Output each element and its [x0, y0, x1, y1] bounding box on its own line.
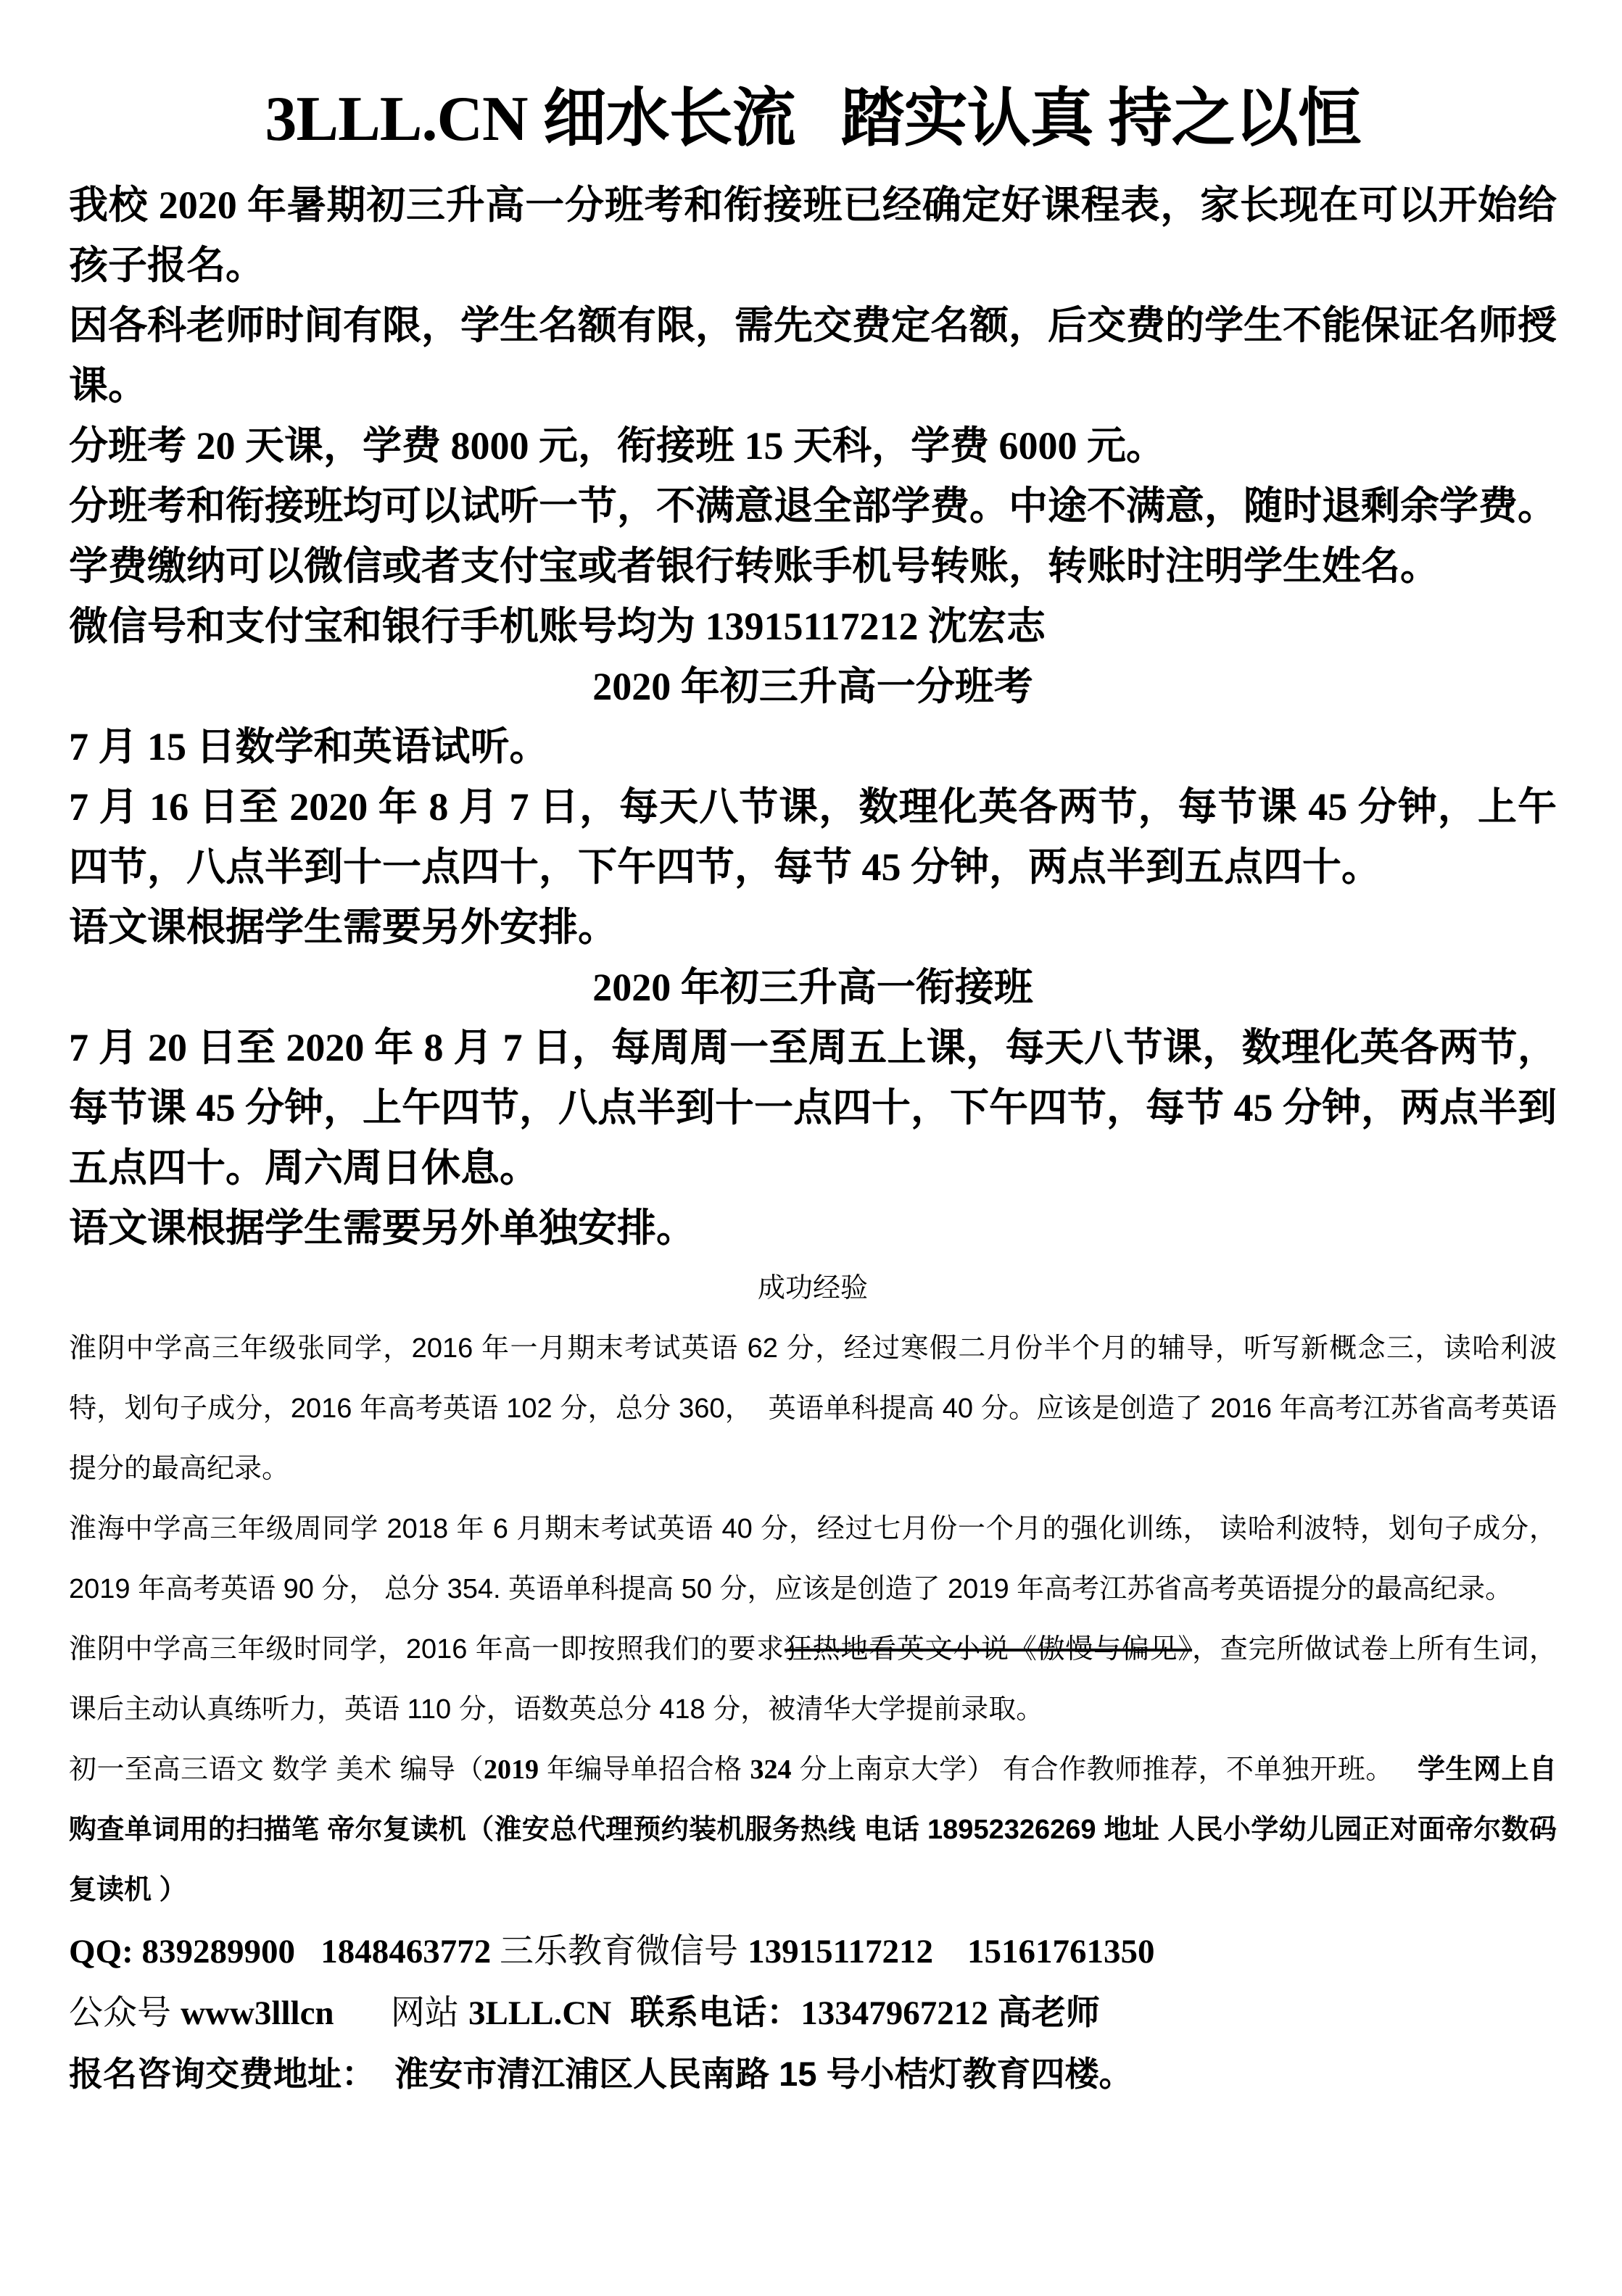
courses-score-number: 324	[750, 1754, 792, 1785]
courses-text: 初一至高三语文 数学 美术 编导（	[69, 1754, 484, 1785]
intro-paragraph-4: 分班考和衔接班均可以试听一节，不满意退全部学费。中途不满意，随时退剩余学费。	[69, 484, 1557, 528]
success-story-4	[69, 1740, 1557, 1920]
bridge-class-section	[69, 958, 1557, 1259]
contact-line-address	[69, 2044, 1557, 2104]
success-story-3-text-after: ，查完所做试卷上所有生词，课后主动认真练听力，英语 110 分，语数英总分 418 分，被清华大学提前录取。	[69, 1634, 1557, 1725]
intro-paragraph-1: 我校 2020 年暑期初三升高一分班考和衔接班已经确定好课程表，家长现在可以开始给孩子报名。	[69, 183, 1557, 287]
intro-paragraph-6: 微信号和支付宝和银行手机账号均为 13915117212 沈宏志	[69, 605, 1046, 648]
contact-line-web	[69, 1982, 1557, 2044]
success-story-3-strikethrough-text: 狂热地看英文小说《傲慢与偏见》	[784, 1634, 1193, 1665]
placement-exam-paragraph-3: 语文课根据学生需要另外安排。	[69, 905, 617, 949]
intro-paragraph-2: 因各科老师时间有限，学生名额有限，需先交费定名额，后交费的学生不能保证名师授课。	[69, 304, 1557, 407]
success-story-3	[69, 1620, 1557, 1740]
intro-section	[69, 175, 1557, 657]
official-account-name: www3lllcn	[181, 1994, 334, 2032]
success-story-2: 淮海中学高三年级周同学 2018 年 6 月期末考试英语 40 分，经过七月份一个月的强化训练， 读哈利波特，划句子成分，2019 年高考英语 90 分， 总分 354. 英语单科提高 50 分，应该是创造了 2019 年高考江苏省高考英语提分的最高纪录。	[69, 1514, 1557, 1604]
qq-numbers: QQ: 839289900 1848463772	[69, 1933, 500, 1970]
contact-section	[69, 1920, 1557, 2104]
phone-number: 13347967212	[800, 1994, 988, 2032]
courses-text-2: 年编导单招合格	[539, 1754, 750, 1785]
scanner-pen-notice-bold-text: 学生网上自购查单词用的扫描笔 帝尔复读机（淮安总代理预约装机服务热线 电话 18952326269 地址 人民小学幼儿园正对面帝尔数码复读机 ）	[69, 1754, 1557, 1905]
courses-year-number: 2019	[484, 1754, 539, 1785]
placement-exam-paragraph-1: 7 月 15 日数学和英语试听。	[69, 725, 549, 768]
wechat-label: 三乐教育微信号	[500, 1931, 748, 1970]
page-title: 3LLL.CN 细水长流 踏实认真 持之以恒	[265, 84, 1361, 154]
phone-label: 联系电话：	[611, 1993, 801, 2031]
contact-line-qq	[69, 1920, 1557, 1982]
bridge-class-paragraph-2: 语文课根据学生需要另外单独安排。	[69, 1206, 695, 1250]
success-section	[69, 1259, 1557, 1920]
website-url: 3LLL.CN	[468, 1994, 612, 2032]
bridge-class-heading: 2020 年初三升高一衔接班	[592, 966, 1033, 1009]
success-story-1: 淮阴中学高三年级张同学，2016 年一月期末考试英语 62 分，经过寒假二月份半个月的辅导，听写新概念三，读哈利波特，划句子成分，2016 年高考英语 102 分，总分 360， 英语单科提高 40 分。应该是创造了 2016 年高考江苏省高考英语提分的最高纪录。	[69, 1333, 1557, 1484]
courses-text-3: 分上南京大学） 有合作教师推荐，不单独开班。	[791, 1754, 1418, 1785]
placement-exam-paragraph-2: 7 月 16 日至 2020 年 8 月 7 日，每天八节课，数理化英各两节，每节课 45 分钟，上午四节，八点半到十一点四十，下午四节，每节 45 分钟，两点半到五点四十。	[69, 785, 1557, 889]
placement-exam-section	[69, 657, 1557, 958]
placement-exam-heading: 2020 年初三升高一分班考	[592, 665, 1033, 708]
success-heading: 成功经验	[757, 1273, 868, 1304]
intro-paragraph-5: 学费缴纳可以微信或者支付宝或者银行转账手机号转账，转账时注明学生姓名。	[69, 544, 1439, 588]
contact-person: 高老师	[988, 1993, 1100, 2031]
success-story-3-text: 淮阴中学高三年级时同学，2016 年高一即按照我们的要求	[69, 1634, 785, 1665]
wechat-numbers: 13915117212 15161761350	[748, 1933, 1155, 1970]
website-label: 网站	[334, 1993, 468, 2031]
address-value: 淮安市清江浦区人民南路 15 号小桔灯教育四楼。	[394, 2055, 1133, 2093]
intro-paragraph-3: 分班考 20 天课，学费 8000 元，衔接班 15 天科，学费 6000 元。	[69, 424, 1165, 468]
official-account-label: 公众号	[69, 1993, 181, 2031]
bridge-class-paragraph-1: 7 月 20 日至 2020 年 8 月 7 日，每周周一至周五上课，每天八节课，数理化英各两节，每节课 45 分钟，上午四节，八点半到十一点四十，下午四节，每节 45 分钟，两点半到五点四十。周六周日休息。	[69, 1026, 1557, 1190]
address-label: 报名咨询交费地址：	[69, 2055, 395, 2093]
